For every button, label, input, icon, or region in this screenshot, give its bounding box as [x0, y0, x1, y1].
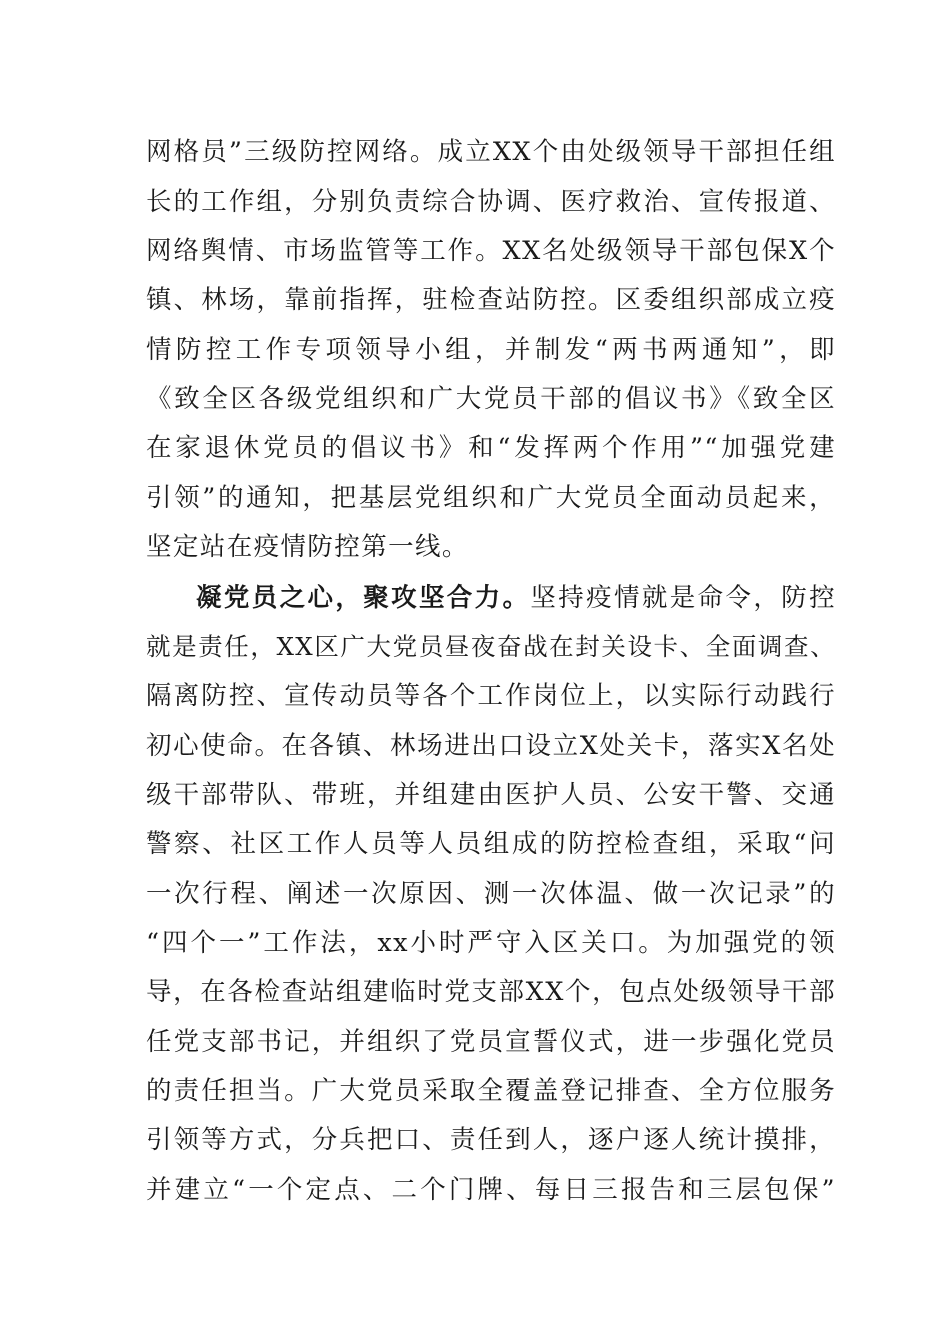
paragraph1-line-7: 在家退休党员的倡议书》和“发挥两个作用”“加强党建: [146, 433, 836, 463]
paragraph2-line-13: 并建立“一个定点、二个门牌、每日三报告和三层包保”: [146, 1175, 836, 1205]
paragraph1-line-3: 网络舆情、市场监管等工作。XX名处级领导干部包保X个: [146, 236, 836, 266]
paragraph2-line-5: 级干部带队、带班，并组建由医护人员、公安干警、交通: [146, 780, 836, 810]
paragraph2-lead-heading: 凝党员之心，聚攻坚合力。: [196, 583, 531, 613]
paragraph2-line-3: 隔离防控、宣传动员等各个工作岗位上，以实际行动践行: [146, 681, 836, 711]
paragraph1-line-6: 《致全区各级党组织和广大党员干部的倡议书》《致全区: [146, 384, 836, 414]
paragraph1-line-5: 情防控工作专项领导小组，并制发“两书两通知”，即: [146, 335, 836, 365]
paragraph1-line-8: 引领”的通知，把基层党组织和广大党员全面动员起来，: [146, 483, 836, 513]
paragraph2-line-11: 的责任担当。广大党员采取全覆盖登记排查、全方位服务: [146, 1076, 836, 1106]
paragraph2-line-6: 警察、社区工作人员等人员组成的防控检查组，采取“问: [146, 829, 836, 859]
paragraph1-line-9: 坚定站在疫情防控第一线。: [146, 532, 469, 562]
paragraph2-line-2: 就是责任，XX区广大党员昼夜奋战在封关设卡、全面调查、: [146, 632, 836, 661]
paragraph1-line-2: 长的工作组，分别负责综合协调、医疗救治、宣传报道、: [146, 187, 836, 217]
paragraph2-line-12: 引领等方式，分兵把口、责任到人，逐户逐人统计摸排，: [146, 1125, 836, 1155]
paragraph1-line-4: 镇、林场，靠前指挥，驻检查站防控。区委组织部成立疫: [146, 285, 836, 315]
paragraph2-line-4: 初心使命。在各镇、林场进出口设立X处关卡，落实X名处: [146, 731, 836, 761]
paragraph2-line-10: 任党支部书记，并组织了党员宣誓仪式，进一步强化党员: [146, 1027, 836, 1057]
paragraph2-line-8: “四个一”工作法，xx小时严守入区关口。为加强党的领: [146, 928, 836, 958]
paragraph1-line-1: 网格员”三级防控网络。成立XX个由处级领导干部担任组: [146, 137, 836, 167]
paragraph2-line-9: 导，在各检查站组建临时党支部XX个，包点处级领导干部: [146, 977, 836, 1007]
paragraph2-line-1: [196, 576, 836, 620]
paragraph2-line-7: 一次行程、阐述一次原因、测一次体温、做一次记录”的: [146, 879, 836, 909]
paragraph2-line-1-text: 坚持疫情就是命令，防控: [530, 583, 836, 613]
